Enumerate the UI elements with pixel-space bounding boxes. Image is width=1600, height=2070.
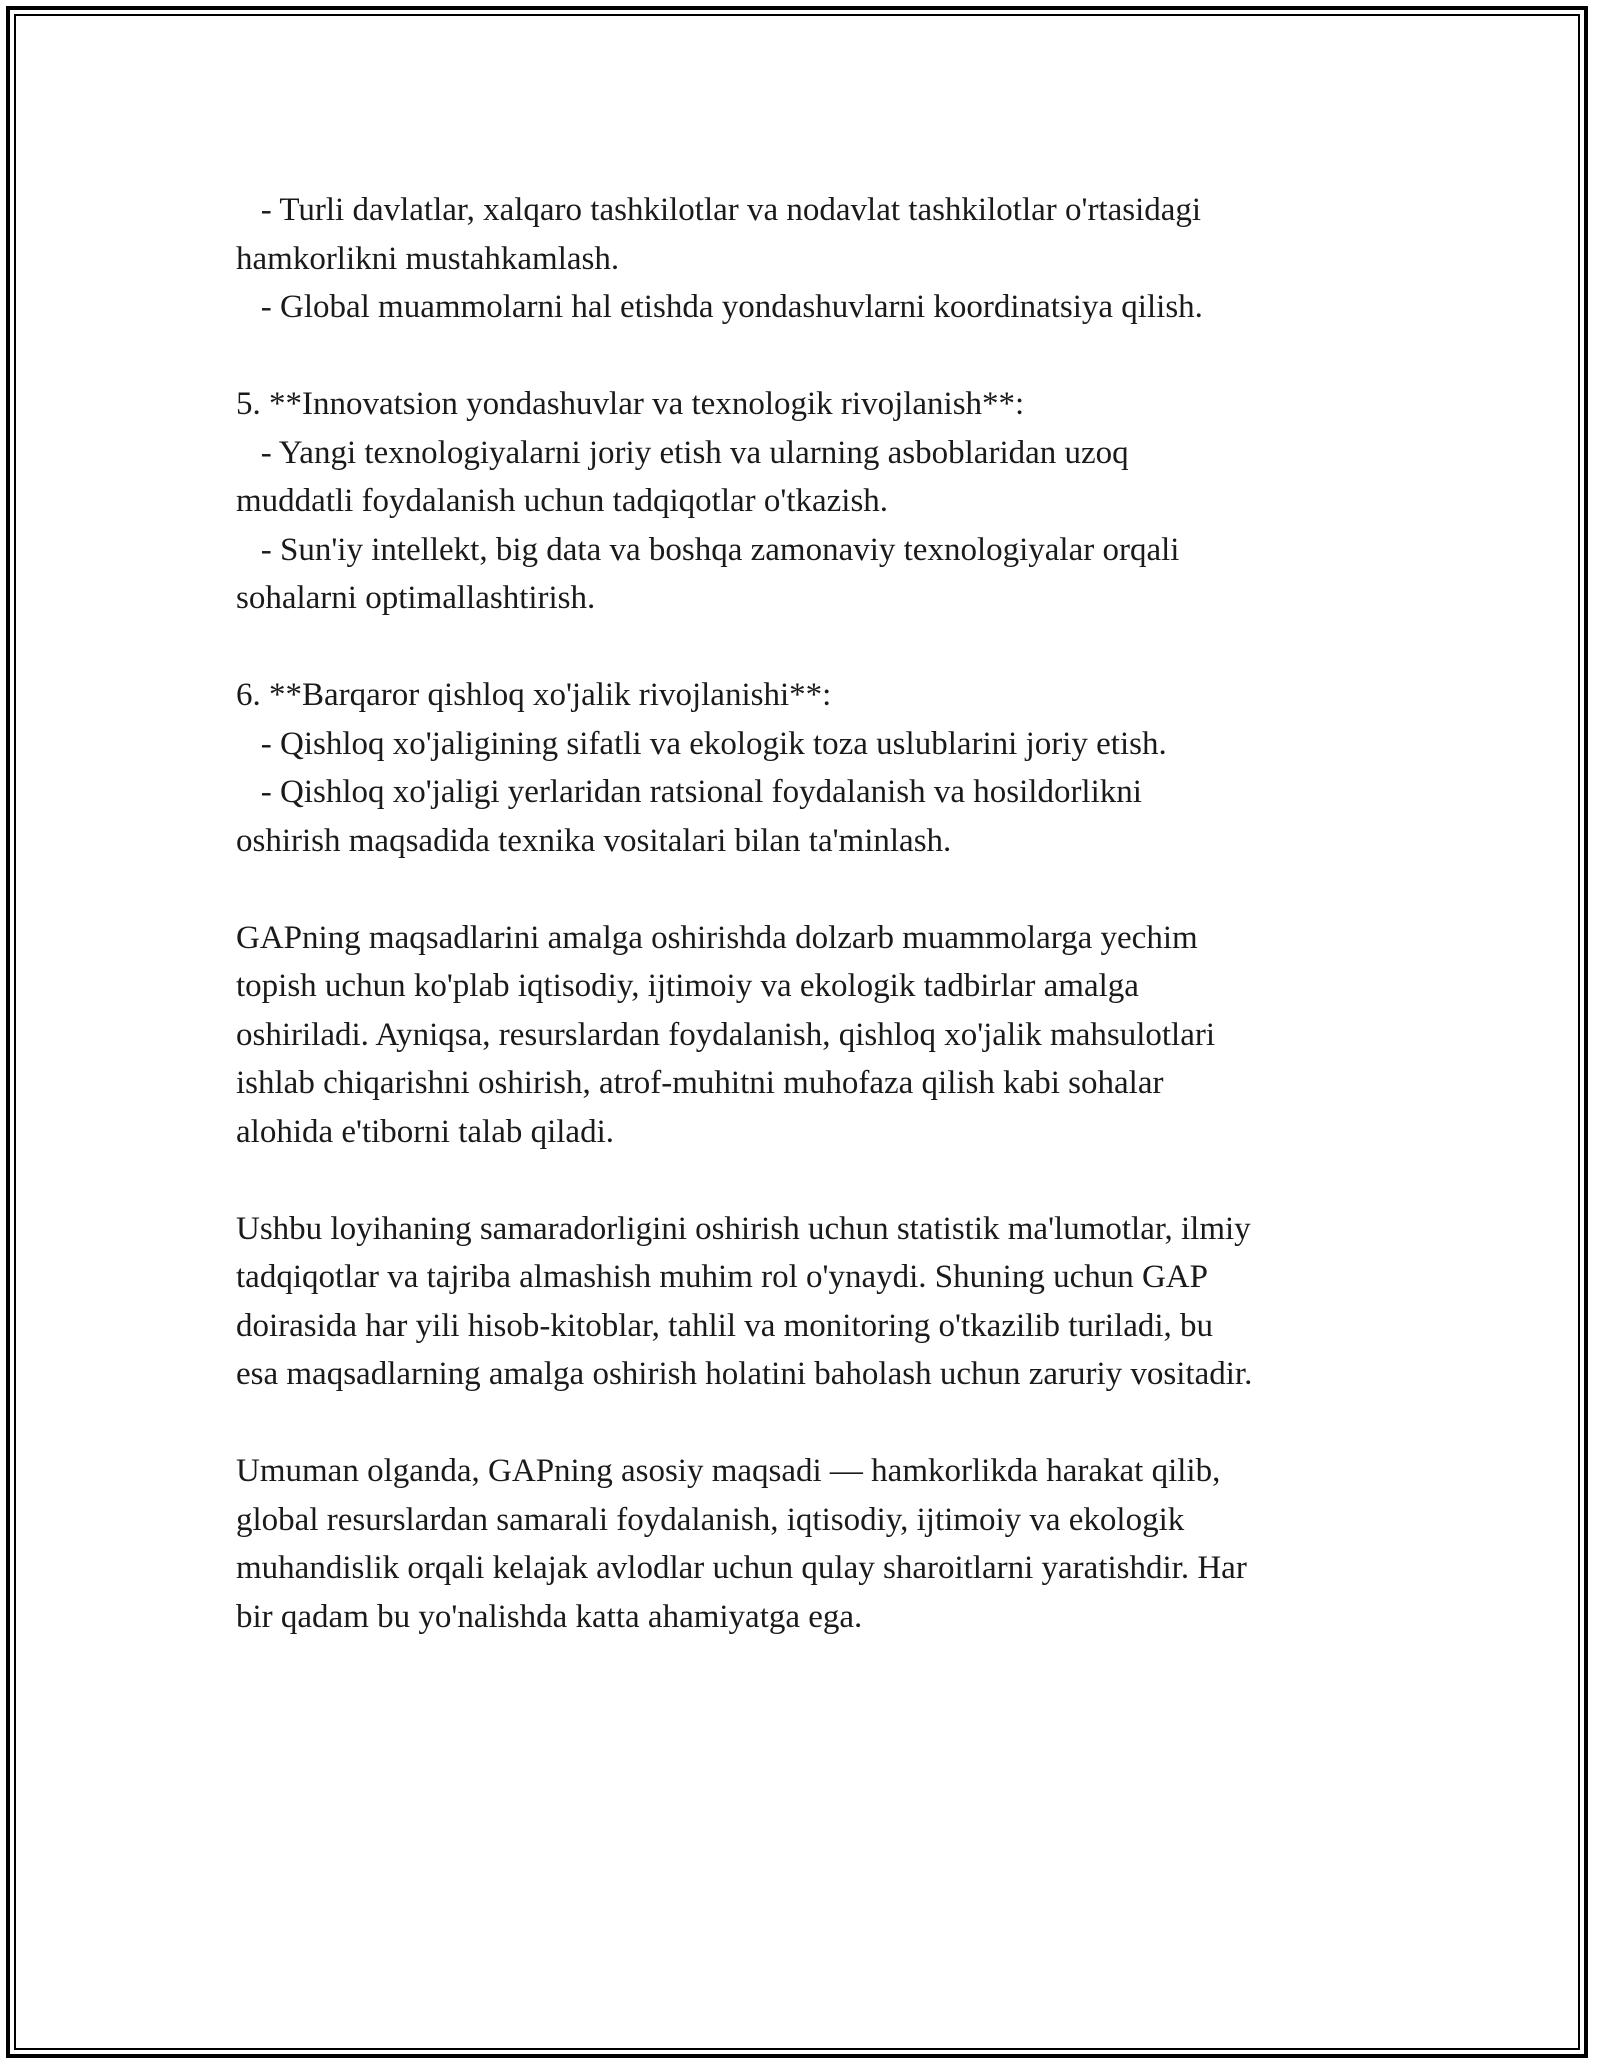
paragraph-line: bir qadam bu yo'nalishda katta ahamiyatga ega. [236, 1598, 863, 1635]
paragraph-line: esa maqsadlarning amalga oshirish holatini baholash uchun zaruriy vositadir. [236, 1356, 1253, 1392]
section-heading: 5. **Innovatsion yondashuvlar va texnologik rivojlanish**: [236, 386, 1025, 422]
section-heading: 6. **Barqaror qishloq xo'jalik rivojlanishi**: [236, 677, 832, 713]
document-body [236, 186, 1376, 1641]
paragraph-line: GAPning maqsadlarini amalga oshirishda dolzarb muammolarga yechim [236, 919, 1198, 956]
blank-line [236, 865, 1376, 914]
text-line: - Global muammolarni hal etishda yondashuvlarni koordinatsiya qilish. [236, 289, 1203, 325]
paragraph-line: Umuman olganda, GAPning asosiy maqsadi — hamkorlikda harakat qilib, [236, 1453, 1221, 1489]
paragraph-line: topish uchun ko'plab iqtisodiy, ijtimoiy va ekologik tadbirlar amalga [236, 968, 1139, 1004]
paragraph-line: alohida e'tiborni talab qiladi. [236, 1113, 615, 1150]
paragraph-line: Ushbu loyihaning samaradorligini oshirish uchun statistik ma'lumotlar, ilmiy [236, 1210, 1251, 1247]
text-line: - Turli davlatlar, xalqaro tashkilotlar va nodavlat tashkilotlar o'rtasidagi [236, 192, 1202, 228]
blank-line [236, 623, 1376, 672]
text-line: hamkorlikni mustahkamlash. [236, 240, 620, 277]
text-line: oshirish maqsadida texnika vositalari bilan ta'minlash. [236, 822, 952, 859]
blank-line [236, 332, 1376, 381]
text-line: - Qishloq xo'jaligining sifatli va ekologik toza uslublarini joriy etish. [236, 725, 1167, 762]
paragraph-line: global resurslardan samarali foydalanish, iqtisodiy, ijtimoiy va ekologik [236, 1501, 1185, 1538]
paragraph-line: doirasida har yili hisob-kitoblar, tahlil va monitoring o'tkazilib turiladi, bu [236, 1307, 1214, 1344]
paragraph-line: tadqiqotlar va tajriba almashish muhim rol o'ynaydi. Shuning uchun GAP [236, 1259, 1208, 1295]
text-line: - Qishloq xo'jaligi yerlaridan ratsional foydalanish va hosildorlikni [236, 774, 1142, 810]
text-line: - Sun'iy intellekt, big data va boshqa zamonaviy texnologiyalar orqali [236, 531, 1180, 568]
paragraph-line: ishlab chiqarishni oshirish, atrof-muhitni muhofaza qilish kabi sohalar [236, 1065, 1164, 1101]
paragraph-line: oshiriladi. Ayniqsa, resurslardan foydalanish, qishloq xo'jalik mahsulotlari [236, 1016, 1216, 1053]
text-line: muddatli foydalanish uchun tadqiqotlar o'tkazish. [236, 483, 889, 519]
blank-line [236, 1399, 1376, 1448]
text-line: sohalarni optimallashtirish. [236, 580, 596, 616]
text-line: - Yangi texnologiyalarni joriy etish va ularning asboblaridan uzoq [236, 434, 1129, 471]
blank-line [236, 1156, 1376, 1205]
paragraph-line: muhandislik orqali kelajak avlodlar uchun qulay sharoitlarni yaratishdir. Har [236, 1550, 1247, 1586]
